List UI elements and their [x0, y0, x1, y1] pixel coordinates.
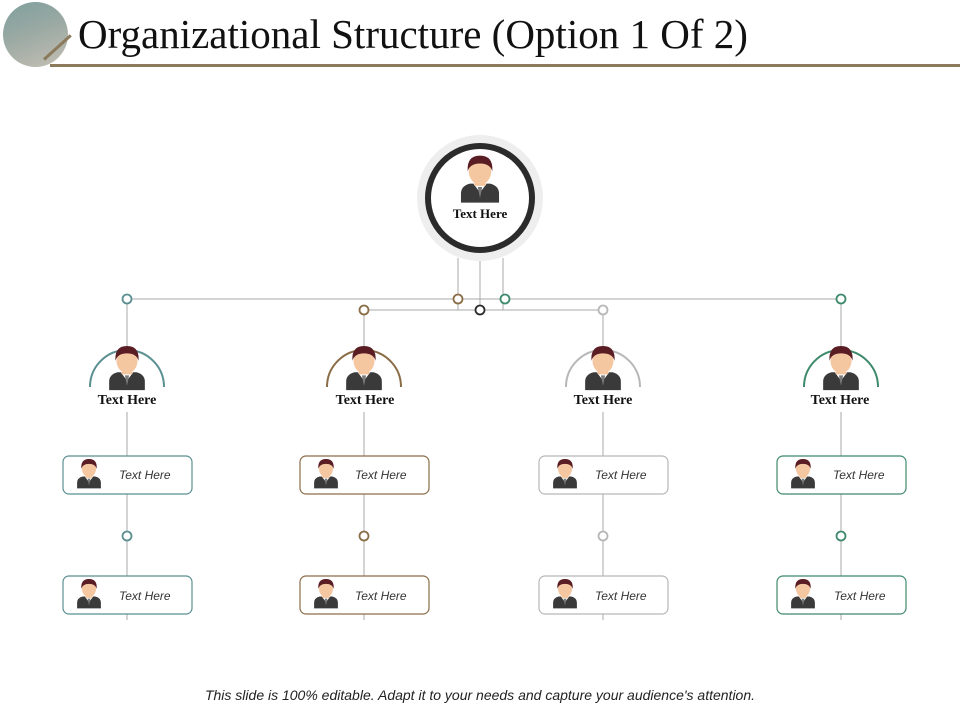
report-3-2-label: Text Here	[595, 589, 647, 603]
report-1-2-label: Text Here	[119, 589, 171, 603]
manager-2-mid-dot	[360, 532, 369, 541]
report-2-1-label: Text Here	[355, 468, 407, 482]
root-node-label: Text Here	[452, 206, 508, 221]
manager-1-label: Text Here	[97, 393, 157, 408]
manager-4-top-dot	[837, 295, 846, 304]
report-4-2-label: Text Here	[834, 589, 886, 603]
manager-3-top-dot	[599, 306, 608, 315]
root-dot-left	[454, 295, 463, 304]
manager-2-label: Text Here	[335, 393, 395, 408]
report-2-2-label: Text Here	[355, 589, 407, 603]
footer-note: This slide is 100% editable. Adapt it to your needs and capture your audience's attention.	[204, 687, 756, 703]
manager-1-mid-dot	[123, 532, 132, 541]
report-3-1-label: Text Here	[595, 468, 647, 482]
manager-2-top-dot	[360, 306, 369, 315]
root-dot-right	[501, 295, 510, 304]
manager-4-label: Text Here	[810, 393, 870, 408]
report-1-1-label: Text Here	[119, 468, 171, 482]
manager-1-top-dot	[123, 295, 132, 304]
manager-3-mid-dot	[599, 532, 608, 541]
manager-4-mid-dot	[837, 532, 846, 541]
manager-3-label: Text Here	[573, 393, 633, 408]
report-4-1-label: Text Here	[833, 468, 885, 482]
page-title: Organizational Structure (Option 1 Of 2)	[78, 11, 748, 57]
root-dot-center	[476, 306, 485, 315]
